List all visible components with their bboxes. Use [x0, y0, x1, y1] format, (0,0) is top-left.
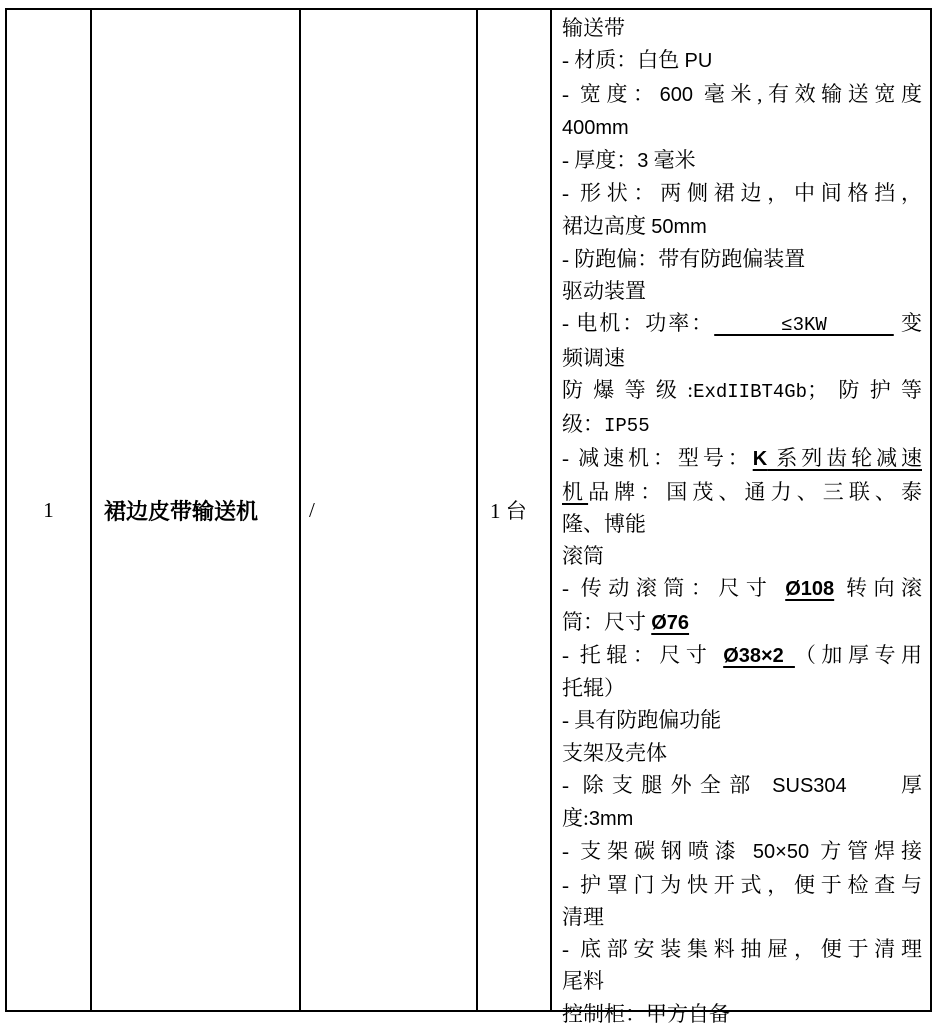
spec-segment: 变	[893, 311, 923, 336]
spec-segment: 度:	[562, 806, 589, 830]
spec-line	[562, 12, 922, 44]
quantity-value: 1 台	[490, 499, 527, 523]
spec-line	[562, 243, 922, 275]
spec-segment: ExdIIBT4Gb	[693, 380, 808, 403]
spec-segment: 转向滚	[834, 576, 922, 601]
spec-segment: - 底部安装集料抽屉，便于清理	[562, 937, 922, 961]
spec-segment: 厚	[846, 772, 923, 797]
item-name-cell	[92, 10, 301, 1010]
spec-line	[562, 998, 922, 1030]
spec-segment: （加厚专用	[794, 642, 922, 667]
spec-line	[562, 508, 922, 540]
spec-segment: Ø38×2	[723, 644, 795, 667]
quantity-cell	[478, 10, 552, 1010]
row-index: 1	[43, 497, 54, 522]
spec-line	[562, 374, 922, 408]
spec-segment: SUS304	[772, 774, 847, 797]
spec-segment: 防爆等级:	[562, 377, 694, 402]
spec-line	[562, 210, 922, 243]
spec-segment: - 除支腿外全部	[562, 772, 773, 797]
spec-line	[562, 572, 922, 605]
spec-segment: ≤3KW	[714, 314, 894, 337]
spec-line	[562, 606, 922, 639]
spec-segment: 毫米	[648, 148, 696, 172]
spec-segment: 滚筒	[562, 544, 604, 568]
spec-segment: Ø108	[785, 578, 835, 601]
spec-segment: 托辊）	[562, 676, 625, 700]
spec-line	[562, 275, 922, 307]
model-cell	[301, 10, 478, 1010]
spec-segment: 400mm	[562, 116, 629, 139]
spec-segment: 筒：尺寸	[562, 609, 652, 634]
spec-segment: 50mm	[651, 215, 707, 238]
spec-segment: 毫米,有效输送宽度	[693, 81, 922, 106]
spec-line	[562, 869, 922, 901]
spec-line	[562, 144, 922, 177]
spec-segment: 清理	[562, 904, 604, 929]
spec-line	[562, 769, 922, 802]
spec-segment: ；防护等	[807, 377, 923, 402]
spec-segment: - 护罩门为快开式，便于检查与	[562, 872, 922, 897]
spec-segment: 方管焊接	[809, 839, 923, 864]
spec-segment: 频调速	[562, 345, 625, 370]
spec-segment: 系列齿轮减速	[767, 446, 922, 471]
spec-line	[562, 737, 922, 769]
spec-line	[562, 933, 922, 965]
spec-segment: - 支架碳钢喷漆	[562, 839, 753, 864]
spec-segment: 3mm	[588, 808, 634, 830]
spec-segment: 输送带	[562, 16, 625, 40]
item-name: 裙边皮带输送机	[104, 498, 259, 524]
spec-segment: 级：	[562, 412, 604, 436]
spec-segment: 品牌：国茂、通力、三联、泰	[588, 479, 922, 504]
spec-line	[562, 78, 922, 111]
spec-segment: - 托辊：尺寸	[562, 642, 724, 667]
spec-segment: - 厚度：	[562, 148, 638, 172]
spec-segment: - 材质：白色	[562, 48, 685, 73]
spec-line	[562, 307, 922, 341]
spec-line	[562, 901, 922, 933]
spec-segment: PU	[684, 50, 713, 73]
spec-segment: 裙边高度	[562, 213, 652, 238]
spec-segment: - 形状：两侧裙边，中间格挡，	[562, 181, 922, 206]
model-value: /	[309, 497, 315, 522]
specification-cell	[552, 10, 930, 1026]
spec-line	[562, 965, 922, 997]
spec-segment: Ø76	[651, 611, 690, 634]
spec-line	[562, 442, 922, 475]
spec-table	[5, 8, 932, 1026]
spec-segment: IP55	[604, 415, 650, 437]
spec-line	[562, 802, 922, 835]
spec-line	[562, 177, 922, 209]
spec-segment: 驱动装置	[562, 279, 646, 303]
spec-line	[562, 639, 922, 672]
spec-segment: - 传动滚筒：尺寸	[562, 576, 786, 601]
spec-segment: - 防跑偏：带有防跑偏装置	[562, 246, 806, 271]
spec-line	[562, 44, 922, 77]
index-cell	[7, 10, 92, 1010]
spec-line	[562, 342, 922, 374]
spec-segment: - 具有防跑偏功能	[562, 708, 722, 733]
spec-line	[562, 111, 922, 144]
spec-segment: - 电机：功率：	[562, 311, 715, 336]
spec-segment: - 宽度：	[562, 81, 660, 106]
spec-segment: 50×50	[752, 841, 810, 864]
spec-line	[562, 476, 922, 508]
spec-line	[562, 408, 922, 442]
spec-segment: - 减速机：型号：	[562, 446, 753, 471]
spec-line	[562, 540, 922, 572]
spec-segment: 控制柜：甲方自备	[562, 1001, 730, 1026]
spec-segment: 机	[562, 479, 589, 504]
spec-line	[562, 835, 922, 868]
spec-line	[562, 672, 922, 704]
spec-segment: 尾料	[562, 969, 604, 994]
spec-line	[562, 704, 922, 736]
spec-segment: 支架及壳体	[562, 740, 667, 765]
spec-segment: K	[752, 448, 768, 471]
spec-segment: 隆、博能	[562, 511, 646, 536]
spec-segment: 600	[659, 83, 694, 106]
spec-segment: 3	[637, 150, 649, 172]
